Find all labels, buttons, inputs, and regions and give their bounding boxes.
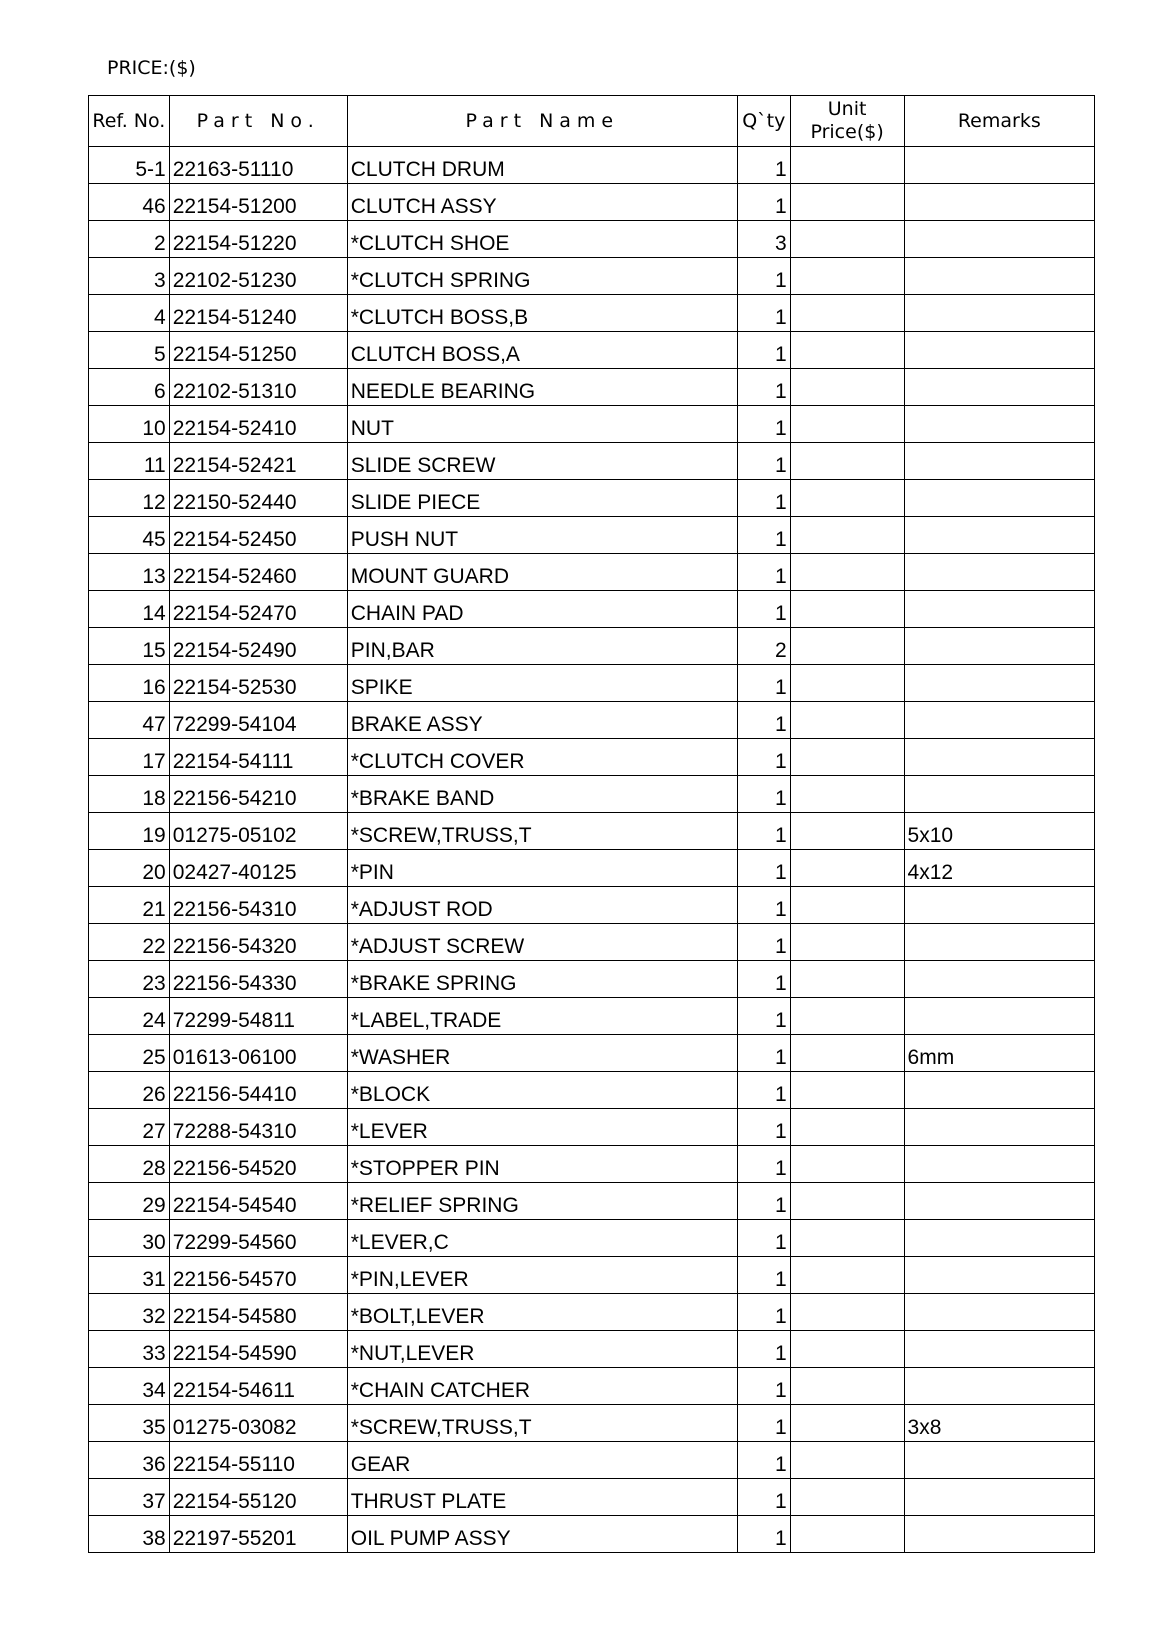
part-no-cell: 22156-54520 [169,1146,347,1183]
remarks-cell [904,1516,1094,1553]
ref-no-cell: 37 [89,1479,170,1516]
table-row [89,628,1095,665]
table-row [89,850,1095,887]
ref-no-cell: 24 [89,998,170,1035]
ref-no-cell: 14 [89,591,170,628]
unit-price-cell [790,147,904,184]
ref-no-cell: 13 [89,554,170,591]
part-name-cell: CLUTCH ASSY [347,184,737,221]
ref-no-cell: 11 [89,443,170,480]
table-row [89,591,1095,628]
unit-price-cell [790,295,904,332]
part-no-cell: 72299-54811 [169,998,347,1035]
part-no-cell: 01275-05102 [169,813,347,850]
ref-no-cell: 17 [89,739,170,776]
table-row [89,739,1095,776]
parts-table [88,95,1095,1553]
unit-price-cell [790,258,904,295]
table-row [89,258,1095,295]
part-name-cell: CHAIN PAD [347,591,737,628]
unit-price-cell [790,406,904,443]
part-no-cell: 22156-54210 [169,776,347,813]
remarks-cell [904,1294,1094,1331]
part-name-cell: OIL PUMP ASSY [347,1516,737,1553]
qty-header: Q`ty [737,96,790,147]
qty-cell: 1 [737,1035,790,1072]
unit-price-cell [790,1257,904,1294]
part-name-header: Part Name [347,96,737,147]
qty-cell: 1 [737,591,790,628]
unit-price-cell [790,924,904,961]
qty-cell: 1 [737,1294,790,1331]
unit-price-cell [790,887,904,924]
unit-price-cell [790,1035,904,1072]
qty-cell: 1 [737,1479,790,1516]
part-name-cell: *CLUTCH SHOE [347,221,737,258]
ref-no-cell: 46 [89,184,170,221]
unit-price-cell [790,1072,904,1109]
remarks-cell [904,591,1094,628]
unit-price-cell [790,961,904,998]
part-no-cell: 22154-52410 [169,406,347,443]
remarks-cell [904,1479,1094,1516]
table-row [89,813,1095,850]
part-no-cell: 01275-03082 [169,1405,347,1442]
ref-no-cell: 6 [89,369,170,406]
part-no-cell: 22154-52421 [169,443,347,480]
table-row [89,1035,1095,1072]
remarks-cell [904,776,1094,813]
qty-cell: 1 [737,702,790,739]
ref-no-cell: 28 [89,1146,170,1183]
ref-no-cell: 35 [89,1405,170,1442]
ref-no-cell: 38 [89,1516,170,1553]
part-no-cell: 22154-51220 [169,221,347,258]
part-name-cell: *CHAIN CATCHER [347,1368,737,1405]
part-no-cell: 22156-54330 [169,961,347,998]
qty-cell: 1 [737,1109,790,1146]
table-row [89,517,1095,554]
ref-no-cell: 5-1 [89,147,170,184]
unit-price-cell [790,1368,904,1405]
part-no-cell: 22163-51110 [169,147,347,184]
part-no-cell: 22154-51200 [169,184,347,221]
qty-cell: 1 [737,850,790,887]
part-name-cell: *ADJUST ROD [347,887,737,924]
table-row [89,1442,1095,1479]
part-no-cell: 22154-55120 [169,1479,347,1516]
qty-cell: 1 [737,443,790,480]
unit-price-header [790,96,904,147]
part-name-cell: *RELIEF SPRING [347,1183,737,1220]
ref-no-cell: 3 [89,258,170,295]
remarks-cell [904,739,1094,776]
qty-cell: 1 [737,369,790,406]
remarks-cell [904,1368,1094,1405]
qty-cell: 1 [737,1442,790,1479]
table-row [89,406,1095,443]
part-name-cell: THRUST PLATE [347,1479,737,1516]
table-row [89,1072,1095,1109]
part-name-cell: CLUTCH DRUM [347,147,737,184]
part-no-cell: 22154-52470 [169,591,347,628]
qty-cell: 3 [737,221,790,258]
remarks-cell [904,369,1094,406]
part-no-cell: 72288-54310 [169,1109,347,1146]
remarks-cell [904,517,1094,554]
remarks-cell [904,554,1094,591]
part-name-cell: SLIDE SCREW [347,443,737,480]
part-no-cell: 22102-51230 [169,258,347,295]
unit-price-cell [790,998,904,1035]
table-row [89,1331,1095,1368]
qty-cell: 1 [737,1146,790,1183]
part-no-cell: 22154-54580 [169,1294,347,1331]
remarks-cell [904,1109,1094,1146]
remarks-cell [904,1146,1094,1183]
table-row [89,1368,1095,1405]
ref-no-cell: 16 [89,665,170,702]
table-row [89,1516,1095,1553]
unit-price-cell [790,665,904,702]
table-row [89,295,1095,332]
table-row [89,1294,1095,1331]
ref-no-cell: 20 [89,850,170,887]
part-no-cell: 02427-40125 [169,850,347,887]
part-no-cell: 22154-54111 [169,739,347,776]
table-row [89,369,1095,406]
remarks-cell: 5x10 [904,813,1094,850]
qty-cell: 1 [737,887,790,924]
qty-cell: 1 [737,406,790,443]
remarks-cell [904,184,1094,221]
table-row [89,1405,1095,1442]
part-no-cell: 72299-54104 [169,702,347,739]
ref-no-cell: 18 [89,776,170,813]
header-row [89,96,1095,147]
qty-cell: 1 [737,295,790,332]
part-name-cell: GEAR [347,1442,737,1479]
unit-price-cell [790,1220,904,1257]
remarks-cell [904,702,1094,739]
part-no-cell: 22102-51310 [169,369,347,406]
part-name-cell: NUT [347,406,737,443]
remarks-cell: 3x8 [904,1405,1094,1442]
table-row [89,184,1095,221]
unit-price-cell [790,1331,904,1368]
qty-cell: 1 [737,1072,790,1109]
unit-price-cell [790,369,904,406]
qty-cell: 1 [737,1516,790,1553]
unit-price-cell [790,221,904,258]
ref-no-cell: 45 [89,517,170,554]
unit-price-cell [790,1479,904,1516]
part-name-cell: CLUTCH BOSS,A [347,332,737,369]
remarks-cell [904,665,1094,702]
qty-cell: 1 [737,813,790,850]
part-name-cell: *PIN [347,850,737,887]
part-no-cell: 22154-54611 [169,1368,347,1405]
part-no-cell: 22154-51250 [169,332,347,369]
table-row [89,702,1095,739]
unit-price-cell [790,1183,904,1220]
ref-no-cell: 26 [89,1072,170,1109]
qty-cell: 1 [737,961,790,998]
ref-no-cell: 30 [89,1220,170,1257]
part-no-cell: 22154-51240 [169,295,347,332]
qty-cell: 1 [737,1368,790,1405]
unit-price-cell [790,776,904,813]
part-no-cell: 22154-52530 [169,665,347,702]
unit-price-cell [790,332,904,369]
table-row [89,1220,1095,1257]
remarks-cell [904,887,1094,924]
unit-price-cell [790,1442,904,1479]
ref-no-cell: 25 [89,1035,170,1072]
remarks-cell: 4x12 [904,850,1094,887]
part-no-cell: 22154-52460 [169,554,347,591]
part-name-cell: *BRAKE BAND [347,776,737,813]
ref-no-cell: 31 [89,1257,170,1294]
part-no-cell: 22154-52490 [169,628,347,665]
part-name-cell: NEEDLE BEARING [347,369,737,406]
unit-price-cell [790,184,904,221]
part-name-cell: *BLOCK [347,1072,737,1109]
ref-no-cell: 22 [89,924,170,961]
remarks-cell [904,1072,1094,1109]
table-row [89,924,1095,961]
part-name-cell: *BRAKE SPRING [347,961,737,998]
remarks-cell [904,332,1094,369]
remarks-cell [904,1257,1094,1294]
remarks-header: Remarks [904,96,1094,147]
qty-cell: 1 [737,1405,790,1442]
remarks-cell [904,221,1094,258]
table-row [89,1479,1095,1516]
part-no-cell: 72299-54560 [169,1220,347,1257]
part-no-header: Part No. [169,96,347,147]
remarks-cell: 6mm [904,1035,1094,1072]
unit-price-cell [790,1294,904,1331]
unit-price-cell [790,813,904,850]
ref-no-cell: 4 [89,295,170,332]
remarks-cell [904,924,1094,961]
qty-cell: 1 [737,258,790,295]
qty-cell: 1 [737,1331,790,1368]
part-no-cell: 22156-54410 [169,1072,347,1109]
ref-no-cell: 33 [89,1331,170,1368]
table-row [89,961,1095,998]
ref-no-cell: 10 [89,406,170,443]
remarks-cell [904,1331,1094,1368]
ref-no-cell: 32 [89,1294,170,1331]
table-row [89,1257,1095,1294]
part-no-cell: 22156-54310 [169,887,347,924]
unit-price-cell [790,628,904,665]
part-name-cell: PUSH NUT [347,517,737,554]
qty-cell: 1 [737,665,790,702]
unit-price-cell [790,702,904,739]
qty-cell: 1 [737,147,790,184]
part-name-cell: *BOLT,LEVER [347,1294,737,1331]
unit-price-cell [790,850,904,887]
part-name-cell: *STOPPER PIN [347,1146,737,1183]
part-name-cell: *WASHER [347,1035,737,1072]
qty-cell: 1 [737,332,790,369]
ref-no-cell: 19 [89,813,170,850]
qty-cell: 1 [737,998,790,1035]
part-name-cell: *CLUTCH SPRING [347,258,737,295]
unit-price-cell [790,1405,904,1442]
table-row [89,1183,1095,1220]
qty-cell: 1 [737,776,790,813]
ref-no-cell: 34 [89,1368,170,1405]
ref-no-cell: 2 [89,221,170,258]
table-row [89,443,1095,480]
table-row [89,554,1095,591]
part-name-cell: SLIDE PIECE [347,480,737,517]
remarks-cell [904,1183,1094,1220]
qty-cell: 1 [737,924,790,961]
table-row [89,1109,1095,1146]
table-row [89,147,1095,184]
part-name-cell: *LEVER [347,1109,737,1146]
ref-no-cell: 27 [89,1109,170,1146]
remarks-cell [904,998,1094,1035]
unit-price-cell [790,554,904,591]
part-name-cell: BRAKE ASSY [347,702,737,739]
part-name-cell: *LABEL,TRADE [347,998,737,1035]
part-name-cell: *ADJUST SCREW [347,924,737,961]
remarks-cell [904,1220,1094,1257]
remarks-cell [904,628,1094,665]
qty-cell: 1 [737,739,790,776]
table-row [89,887,1095,924]
part-name-cell: *PIN,LEVER [347,1257,737,1294]
part-name-cell: *CLUTCH BOSS,B [347,295,737,332]
table-row [89,776,1095,813]
unit-price-cell [790,739,904,776]
part-name-cell: MOUNT GUARD [347,554,737,591]
part-name-cell: *NUT,LEVER [347,1331,737,1368]
remarks-cell [904,295,1094,332]
price-label: PRICE:($) [107,57,196,79]
ref-no-cell: 12 [89,480,170,517]
ref-no-cell: 47 [89,702,170,739]
part-name-cell: *SCREW,TRUSS,T [347,1405,737,1442]
unit-price-cell [790,443,904,480]
unit-price-cell [790,1109,904,1146]
part-no-cell: 22154-54590 [169,1331,347,1368]
remarks-cell [904,406,1094,443]
remarks-cell [904,1442,1094,1479]
remarks-cell [904,147,1094,184]
qty-cell: 2 [737,628,790,665]
remarks-cell [904,961,1094,998]
part-no-cell: 01613-06100 [169,1035,347,1072]
qty-cell: 1 [737,517,790,554]
qty-cell: 1 [737,1220,790,1257]
qty-cell: 1 [737,1183,790,1220]
table-row [89,998,1095,1035]
unit-price-cell [790,591,904,628]
part-no-cell: 22197-55201 [169,1516,347,1553]
remarks-cell [904,258,1094,295]
table-row [89,1146,1095,1183]
qty-cell: 1 [737,184,790,221]
remarks-cell [904,480,1094,517]
parts-body [89,147,1095,1553]
ref-no-cell: 36 [89,1442,170,1479]
qty-cell: 1 [737,480,790,517]
qty-cell: 1 [737,1257,790,1294]
ref-no-cell: 29 [89,1183,170,1220]
table-row [89,665,1095,702]
part-name-cell: *CLUTCH COVER [347,739,737,776]
part-name-cell: SPIKE [347,665,737,702]
ref-no-cell: 5 [89,332,170,369]
ref-no-header: Ref. No. [89,96,170,147]
part-name-cell: *SCREW,TRUSS,T [347,813,737,850]
unit-price-cell [790,1516,904,1553]
unit-price-cell [790,1146,904,1183]
remarks-cell [904,443,1094,480]
part-no-cell: 22154-55110 [169,1442,347,1479]
ref-no-cell: 15 [89,628,170,665]
qty-cell: 1 [737,554,790,591]
part-no-cell: 22154-54540 [169,1183,347,1220]
table-row [89,480,1095,517]
part-no-cell: 22156-54320 [169,924,347,961]
ref-no-cell: 21 [89,887,170,924]
unit-price-header-line1: Unit [827,98,867,120]
part-no-cell: 22150-52440 [169,480,347,517]
part-no-cell: 22156-54570 [169,1257,347,1294]
unit-price-cell [790,480,904,517]
table-row [89,332,1095,369]
part-no-cell: 22154-52450 [169,517,347,554]
unit-price-cell [790,517,904,554]
table-row [89,221,1095,258]
ref-no-cell: 23 [89,961,170,998]
part-name-cell: *LEVER,C [347,1220,737,1257]
part-name-cell: PIN,BAR [347,628,737,665]
unit-price-header-line2: Price($) [810,121,884,143]
